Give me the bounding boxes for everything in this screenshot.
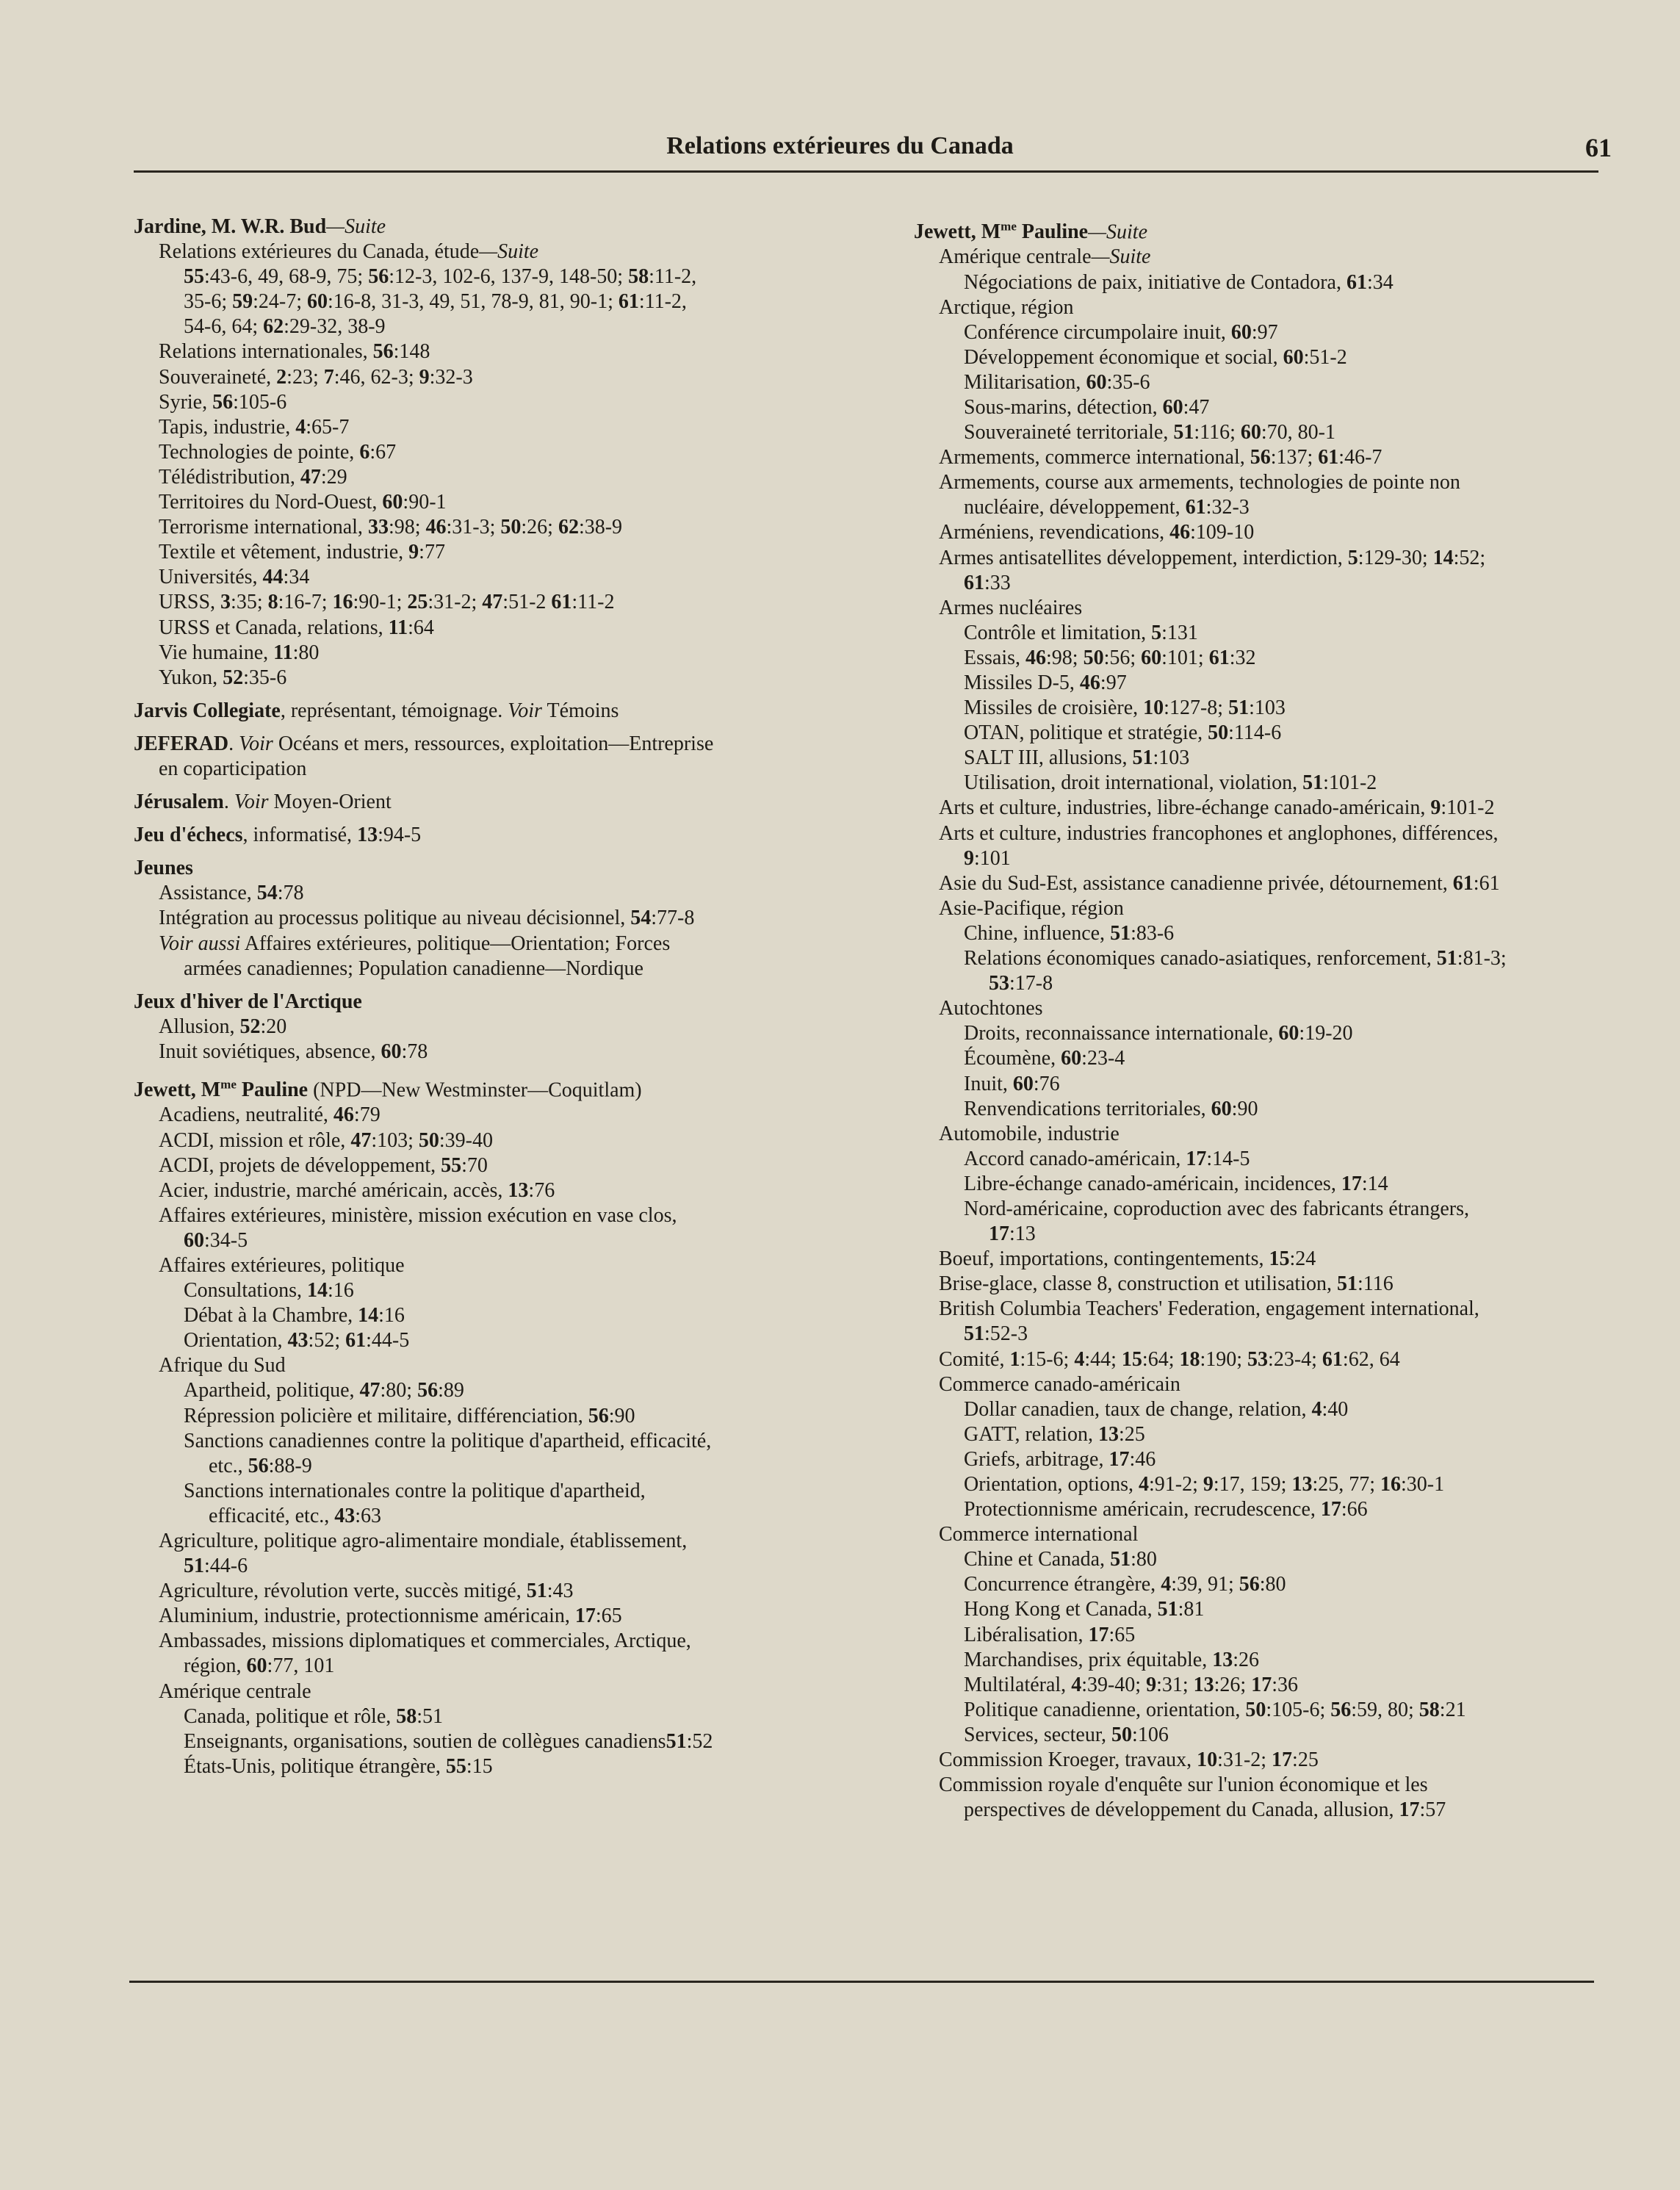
- index-subentry: Afrique du Sud: [159, 1354, 286, 1377]
- volume-number: 50: [418, 1128, 439, 1152]
- volume-number: 62: [263, 315, 284, 339]
- index-subentry: Répression policière et militaire, différenciation, 56:90: [184, 1404, 635, 1427]
- footer-rule: [129, 1981, 1594, 1983]
- index-subentry: 54-6, 64; 62:29-32, 38-9: [184, 315, 386, 339]
- volume-number: 10: [1143, 696, 1164, 720]
- volume-number: 62: [558, 516, 579, 539]
- volume-number: 10: [1197, 1748, 1218, 1772]
- volume-number: 4: [1311, 1397, 1322, 1421]
- index-subentry: Concurrence étrangère, 4:39, 91; 56:80: [964, 1573, 1286, 1596]
- index-heading: [134, 990, 868, 1015]
- index-subentry: Vie humaine, 11:80: [159, 641, 320, 664]
- index-subentry: en coparticipation: [159, 757, 307, 780]
- volume-number: 58: [628, 265, 649, 289]
- index-subentry: Arts et culture, industries, libre-échange canado-américain, 9:101-2: [939, 796, 1495, 820]
- index-subentry: Missiles D-5, 46:97: [964, 671, 1127, 695]
- index-subentry: Apartheid, politique, 47:80; 56:89: [184, 1379, 464, 1402]
- volume-number: 44: [262, 566, 284, 589]
- index-subentry: Brise-glace, classe 8, construction et utilisation, 51:116: [939, 1272, 1394, 1296]
- index-subentry: Territoires du Nord-Ouest, 60:90-1: [159, 491, 447, 514]
- heading-name: JEFERAD: [134, 732, 229, 755]
- volume-number: 56: [372, 340, 394, 364]
- index-subentry: Universités, 44:34: [159, 566, 310, 589]
- index-subentry: Chine, influence, 51:83-6: [964, 921, 1175, 945]
- index-subentry: Souveraineté, 2:23; 7:46, 62-3; 9:32-3: [159, 365, 473, 389]
- index-subentry: Développement économique et social, 60:51-2: [964, 345, 1347, 369]
- volume-number: 43: [334, 1504, 356, 1527]
- volume-number: 7: [323, 365, 334, 389]
- entry-gap: [134, 1065, 868, 1073]
- entry-gap: [134, 815, 868, 823]
- volume-number: 55: [445, 1754, 466, 1778]
- volume-number: 13: [357, 824, 378, 847]
- volume-number: 52: [223, 666, 244, 689]
- volume-number: 56: [1330, 1698, 1352, 1721]
- volume-number: 9: [1146, 1673, 1157, 1696]
- index-subentry: Technologies de pointe, 6:67: [159, 440, 397, 464]
- index-subentry: 60:34-5: [184, 1228, 248, 1252]
- index-subentry: Ambassades, missions diplomatiques et commerciales, Arctique,: [159, 1629, 691, 1653]
- volume-number: 54: [630, 907, 652, 930]
- index-subentry: Commission Kroeger, travaux, 10:31-2; 17:25: [939, 1748, 1319, 1772]
- volume-number: 17: [1251, 1673, 1272, 1696]
- index-subentry: Chine et Canada, 51:80: [964, 1548, 1157, 1571]
- volume-number: 51: [1302, 771, 1324, 795]
- volume-number: 15: [1121, 1347, 1142, 1371]
- volume-number: 4: [1071, 1673, 1082, 1696]
- index-subentry: Comité, 1:15-6; 4:44; 15:64; 18:190; 53:23-4; 61:62, 64: [939, 1347, 1400, 1371]
- index-subentry: Enseignants, organisations, soutien de collègues canadiens51:52: [184, 1729, 713, 1753]
- volume-number: 60: [1086, 370, 1107, 394]
- volume-number: 60: [246, 1654, 267, 1678]
- index-subentry: Armes nucléaires: [939, 596, 1083, 619]
- index-subentry: Écoumène, 60:23-4: [964, 1047, 1125, 1070]
- index-subentry: 55:43-6, 49, 68-9, 75; 56:12-3, 102-6, 137-9, 148-50; 58:11-2,: [184, 265, 697, 289]
- volume-number: 4: [1161, 1573, 1172, 1596]
- page-number: 61: [1585, 133, 1612, 162]
- index-subentry: Renvendications territoriales, 60:90: [964, 1097, 1258, 1120]
- index-heading: [134, 215, 868, 239]
- volume-number: 13: [1291, 1473, 1313, 1496]
- volume-number: 61: [1208, 646, 1230, 669]
- index-subentry: Débat à la Chambre, 14:16: [184, 1304, 405, 1328]
- volume-number: 5: [1151, 621, 1162, 644]
- entry-gap: [134, 782, 868, 790]
- index-subentry: Assistance, 54:78: [159, 882, 304, 905]
- volume-number: 60: [1278, 1022, 1299, 1045]
- index-subentry: Acier, industrie, marché américain, accès, 13:76: [159, 1178, 555, 1202]
- volume-number: 50: [1245, 1698, 1266, 1721]
- volume-number: 14: [358, 1304, 379, 1328]
- volume-number: 58: [396, 1704, 417, 1728]
- index-heading: JEFERAD. Voir Océans et mers, ressources, exploitation—Entreprise: [134, 732, 714, 755]
- volume-number: 61: [1346, 270, 1367, 294]
- index-subentry: Boeuf, importations, contingentements, 15:24: [939, 1247, 1316, 1271]
- index-subentry: Contrôle et limitation, 5:131: [964, 621, 1198, 644]
- index-subentry: Commission royale d'enquête sur l'union économique et les: [939, 1773, 1428, 1797]
- index-subentry: URSS, 3:35; 8:16-7; 16:90-1; 25:31-2; 47:51-2 61:11-2: [159, 591, 615, 614]
- volume-number: 51: [1110, 921, 1131, 945]
- index-subentry: Souveraineté territoriale, 51:116; 60:70, 80-1: [964, 421, 1335, 444]
- volume-number: 55: [441, 1153, 462, 1177]
- volume-number: 60: [1141, 646, 1162, 669]
- index-heading: Jeu d'échecs, informatisé, 13:94-5: [134, 824, 422, 847]
- volume-number: 53: [1247, 1347, 1269, 1371]
- index-subentry: Arméniens, revendications, 46:109-10: [939, 521, 1255, 544]
- volume-number: 51: [526, 1580, 547, 1603]
- index-subentry: Commerce canado-américain: [939, 1372, 1180, 1396]
- volume-number: 51: [184, 1555, 204, 1578]
- index-subentry: etc., 56:88-9: [209, 1454, 312, 1477]
- volume-number: 61: [1322, 1347, 1343, 1371]
- volume-number: 51: [1132, 746, 1153, 770]
- volume-number: 55: [184, 265, 204, 289]
- suite-marker: —Suite: [1091, 245, 1151, 269]
- volume-number: 46: [1169, 521, 1191, 544]
- volume-number: 51: [964, 1322, 984, 1346]
- volume-number: 17: [1088, 1623, 1109, 1646]
- volume-number: 13: [1212, 1648, 1233, 1671]
- volume-number: 9: [408, 541, 419, 564]
- volume-number: 1: [1009, 1347, 1020, 1371]
- volume-number: 60: [1061, 1047, 1082, 1070]
- volume-number: 6: [359, 440, 370, 464]
- volume-number: 43: [287, 1329, 309, 1352]
- volume-number: 50: [1208, 721, 1229, 745]
- index-subentry: Syrie, 56:105-6: [159, 390, 287, 414]
- volume-number: 13: [508, 1178, 529, 1202]
- index-subentry: Voir aussi Affaires extérieures, politique—Orientation; Forces: [159, 932, 671, 955]
- index-subentry: région, 60:77, 101: [184, 1654, 335, 1678]
- index-subentry: Asie-Pacifique, région: [939, 896, 1124, 920]
- volume-number: 61: [618, 290, 639, 314]
- index-subentry: Canada, politique et rôle, 58:51: [184, 1704, 444, 1728]
- index-heading: Jewett, $M^{me}$ Pauline (NPD—New Westminster—Coquitlam): [134, 1078, 642, 1102]
- index-subentry: Yukon, 52:35-6: [159, 666, 287, 689]
- index-subentry: Armements, commerce international, 56:137; 61:46-7: [939, 446, 1382, 469]
- heading-name: Jewett, $M^{me}$ Pauline: [914, 220, 1089, 244]
- volume-number: 50: [1111, 1723, 1133, 1746]
- volume-number: 16: [332, 591, 353, 614]
- volume-number: 17: [1272, 1748, 1293, 1772]
- index-subentry: Inuit, 60:76: [964, 1072, 1060, 1095]
- volume-number: 47: [359, 1379, 381, 1402]
- volume-number: 17: [574, 1604, 596, 1628]
- index-subentry: Hong Kong et Canada, 51:81: [964, 1598, 1205, 1621]
- volume-number: 51: [1110, 1548, 1131, 1571]
- volume-number: 56: [368, 265, 389, 289]
- index-subentry: Marchandises, prix équitable, 13:26: [964, 1648, 1260, 1671]
- volume-number: 56: [1239, 1573, 1260, 1596]
- index-subentry: Consultations, 14:16: [184, 1279, 354, 1303]
- index-subentry: Amérique centrale—Suite: [939, 245, 1151, 269]
- index-subentry: Conférence circumpolaire inuit, 60:97: [964, 320, 1278, 344]
- index-subentry: 51:44-6: [184, 1555, 248, 1578]
- volume-number: 17: [1108, 1447, 1130, 1471]
- volume-number: 61: [1318, 446, 1339, 469]
- index-subentry: Affaires extérieures, politique: [159, 1253, 405, 1277]
- suite-marker: —Suite: [1088, 220, 1147, 244]
- index-subentry: Libéralisation, 17:65: [964, 1623, 1136, 1646]
- volume-number: 4: [1138, 1473, 1149, 1496]
- volume-number: 17: [1320, 1498, 1341, 1521]
- index-subentry: Négociations de paix, initiative de Contadora, 61:34: [964, 270, 1394, 294]
- index-heading: Jarvis Collegiate, représentant, témoignage. Voir Témoins: [134, 699, 619, 722]
- index-column-right: [914, 215, 1619, 1823]
- index-subentry: Armements, course aux armements, technologies de pointe non: [939, 471, 1460, 494]
- index-subentry: nucléaire, développement, 61:32-3: [964, 496, 1250, 519]
- entry-gap: [134, 848, 868, 856]
- index-subentry: Automobile, industrie: [939, 1122, 1120, 1145]
- header-rule: [134, 170, 1598, 173]
- entry-gap: [134, 691, 868, 699]
- entry-gap: [134, 981, 868, 990]
- volume-number: 9: [419, 365, 430, 389]
- volume-number: 60: [307, 290, 328, 314]
- index-subentry: Griefs, arbitrage, 17:46: [964, 1447, 1156, 1471]
- volume-number: 3: [220, 591, 231, 614]
- index-subentry: perspectives de développement du Canada, allusion, 17:57: [964, 1798, 1446, 1822]
- index-subentry: efficacité, etc., 43:63: [209, 1504, 382, 1527]
- volume-number: 25: [407, 591, 428, 614]
- volume-number: 47: [482, 591, 503, 614]
- volume-number: 56: [248, 1454, 269, 1477]
- index-subentry: Allusion, 52:20: [159, 1015, 287, 1038]
- index-subentry: Accord canado-américain, 17:14-5: [964, 1147, 1250, 1170]
- index-subentry: Armes antisatellites développement, interdiction, 5:129-30; 14:52;: [939, 546, 1486, 569]
- index-subentry: Arts et culture, industries francophones et anglophones, différences,: [939, 821, 1499, 845]
- index-subentry: Agriculture, politique agro-alimentaire mondiale, établissement,: [159, 1530, 688, 1553]
- index-subentry: Sanctions internationales contre la politique d'apartheid,: [184, 1479, 646, 1502]
- index-column-left: [134, 215, 868, 1779]
- index-subentry: 51:52-3: [964, 1322, 1028, 1346]
- volume-number: 56: [588, 1404, 609, 1427]
- volume-number: 11: [388, 616, 408, 639]
- index-subentry: Politique canadienne, orientation, 50:105-6; 56:59, 80; 58:21: [964, 1698, 1466, 1721]
- heading-name: Jeu d'échecs: [134, 824, 243, 847]
- index-subentry: 53:17-8: [989, 972, 1053, 995]
- volume-number: 52: [239, 1015, 261, 1038]
- index-subentry: 9:101: [964, 846, 1011, 870]
- index-subentry: Droits, reconnaissance internationale, 60:19-20: [964, 1022, 1353, 1045]
- index-subentry: Aluminium, industrie, protectionnisme américain, 17:65: [159, 1604, 622, 1628]
- running-head-title: Relations extérieures du Canada: [666, 132, 1014, 159]
- index-subentry: ACDI, projets de développement, 55:70: [159, 1153, 488, 1177]
- see-reference: Voir: [234, 790, 269, 814]
- volume-number: 51: [1228, 696, 1250, 720]
- volume-number: 47: [350, 1128, 372, 1152]
- volume-number: 14: [1432, 546, 1454, 569]
- volume-number: 50: [500, 516, 522, 539]
- volume-number: 60: [184, 1228, 204, 1252]
- index-subentry: Nord-américaine, coproduction avec des fabricants étrangers,: [964, 1197, 1470, 1220]
- volume-number: 17: [989, 1222, 1009, 1246]
- volume-number: 56: [1250, 446, 1271, 469]
- volume-number: 18: [1179, 1347, 1200, 1371]
- volume-number: 51: [666, 1729, 687, 1753]
- volume-number: 53: [989, 972, 1009, 995]
- volume-number: 46: [1079, 671, 1100, 695]
- index-subentry: Sanctions canadiennes contre la politique d'apartheid, efficacité,: [184, 1429, 712, 1452]
- volume-number: 60: [1162, 395, 1183, 419]
- volume-number: 61: [1452, 871, 1474, 895]
- index-heading: Jérusalem. Voir Moyen-Orient: [134, 790, 392, 814]
- volume-number: 56: [212, 390, 234, 414]
- index-subentry: Relations économiques canado-asiatiques, renforcement, 51:81-3;: [964, 947, 1507, 970]
- volume-number: 9: [964, 846, 974, 870]
- index-subentry: OTAN, politique et stratégie, 50:114-6: [964, 721, 1282, 745]
- index-subentry: SALT III, allusions, 51:103: [964, 746, 1190, 770]
- volume-number: 51: [1336, 1272, 1358, 1296]
- index-subentry: Protectionnisme américain, recrudescence, 17:66: [964, 1498, 1368, 1521]
- volume-number: 60: [1211, 1097, 1232, 1120]
- index-subentry: Multilatéral, 4:39-40; 9:31; 13:26; 17:36: [964, 1673, 1298, 1696]
- volume-number: 61: [1185, 496, 1206, 519]
- volume-number: 16: [1380, 1473, 1401, 1496]
- volume-number: 61: [551, 591, 572, 614]
- volume-number: 60: [381, 1040, 402, 1063]
- volume-number: 46: [333, 1103, 354, 1127]
- index-subentry: 61:33: [964, 571, 1011, 594]
- volume-number: 59: [232, 290, 253, 314]
- heading-name: Jeux d'hiver de l'Arctique: [134, 990, 362, 1013]
- index-subentry: Utilisation, droit international, violation, 51:101-2: [964, 771, 1377, 795]
- volume-number: 13: [1193, 1673, 1214, 1696]
- volume-number: 33: [367, 516, 389, 539]
- volume-number: 17: [1186, 1147, 1207, 1170]
- index-subentry: Inuit soviétiques, absence, 60:78: [159, 1040, 428, 1063]
- volume-number: 61: [964, 571, 984, 594]
- index-subentry: Sous-marins, détection, 60:47: [964, 395, 1210, 419]
- index-subentry: Militarisation, 60:35-6: [964, 370, 1150, 394]
- see-reference: Voir aussi: [159, 932, 241, 955]
- volume-number: 60: [1240, 421, 1261, 444]
- heading-name: Jérusalem: [134, 790, 224, 814]
- volume-number: 50: [1083, 646, 1104, 669]
- volume-number: 58: [1418, 1698, 1440, 1721]
- index-heading: [914, 215, 1619, 245]
- index-subentry: Arctique, région: [939, 295, 1074, 319]
- volume-number: 5: [1347, 546, 1358, 569]
- volume-number: 46: [425, 516, 447, 539]
- entry-gap: [134, 724, 868, 732]
- suite-marker: —Suite: [479, 240, 539, 264]
- volume-number: 60: [1230, 320, 1252, 344]
- volume-number: 11: [273, 641, 293, 664]
- index-heading: [134, 856, 868, 881]
- index-subentry: 17:13: [989, 1222, 1036, 1246]
- volume-number: 13: [1097, 1422, 1119, 1446]
- index-subentry: États-Unis, politique étrangère, 55:15: [184, 1754, 493, 1778]
- volume-number: 4: [1074, 1347, 1085, 1371]
- index-subentry: Autochtones: [939, 997, 1043, 1020]
- index-subentry: armées canadiennes; Population canadienne—Nordique: [184, 957, 643, 980]
- volume-number: 60: [1283, 345, 1304, 369]
- index-subentry: Orientation, options, 4:91-2; 9:17, 159; 13:25, 77; 16:30-1: [964, 1473, 1445, 1496]
- heading-name: Jarvis Collegiate: [134, 699, 281, 722]
- volume-number: 60: [1012, 1072, 1034, 1095]
- see-reference: Voir: [239, 732, 273, 755]
- index-subentry: Commerce international: [939, 1523, 1139, 1546]
- index-subentry: Télédistribution, 47:29: [159, 465, 347, 489]
- index-subentry: Libre-échange canado-américain, incidences, 17:14: [964, 1172, 1388, 1195]
- index-subentry: Agriculture, révolution verte, succès mitigé, 51:43: [159, 1580, 574, 1603]
- volume-number: 4: [295, 415, 306, 439]
- see-reference: Voir: [508, 699, 542, 722]
- index-subentry: Missiles de croisière, 10:127-8; 51:103: [964, 696, 1286, 720]
- index-subentry: Orientation, 43:52; 61:44-5: [184, 1329, 410, 1352]
- index-subentry: Terrorisme international, 33:98; 46:31-3; 50:26; 62:38-9: [159, 516, 623, 539]
- volume-number: 47: [300, 465, 321, 489]
- volume-number: 60: [382, 491, 403, 514]
- index-subentry: Relations internationales, 56:148: [159, 340, 430, 364]
- volume-number: 46: [1025, 646, 1046, 669]
- index-subentry: British Columbia Teachers' Federation, engagement international,: [939, 1297, 1479, 1321]
- heading-name: Jardine, M. W.R. Bud: [134, 215, 327, 238]
- volume-number: 8: [267, 591, 278, 614]
- volume-number: 17: [1399, 1798, 1420, 1822]
- index-subentry: ACDI, mission et rôle, 47:103; 50:39-40: [159, 1128, 493, 1152]
- index-subentry: Tapis, industrie, 4:65-7: [159, 415, 350, 439]
- volume-number: 61: [345, 1329, 367, 1352]
- index-subentry: Services, secteur, 50:106: [964, 1723, 1169, 1746]
- index-subentry: Asie du Sud-Est, assistance canadienne privée, détournement, 61:61: [939, 871, 1500, 895]
- index-subentry: 35-6; 59:24-7; 60:16-8, 31-3, 49, 51, 78-9, 81, 90-1; 61:11-2,: [184, 290, 687, 314]
- volume-number: 51: [1173, 421, 1194, 444]
- volume-number: 9: [1430, 796, 1441, 820]
- volume-number: 9: [1203, 1473, 1214, 1496]
- volume-number: 15: [1269, 1247, 1290, 1271]
- index-subentry: Acadiens, neutralité, 46:79: [159, 1103, 381, 1127]
- heading-name: Jewett, $M^{me}$ Pauline: [134, 1078, 309, 1102]
- heading-name: Jeunes: [134, 857, 193, 880]
- volume-number: 56: [417, 1379, 439, 1402]
- index-subentry: Affaires extérieures, ministère, mission exécution en vase clos,: [159, 1203, 677, 1227]
- index-subentry: Dollar canadien, taux de change, relation, 4:40: [964, 1397, 1349, 1421]
- index-subentry: GATT, relation, 13:25: [964, 1422, 1145, 1446]
- index-subentry: Relations extérieures du Canada, étude—Suite: [159, 240, 539, 264]
- volume-number: 14: [307, 1279, 328, 1303]
- volume-number: 2: [276, 365, 287, 389]
- volume-number: 51: [1436, 947, 1457, 970]
- index-subentry: URSS et Canada, relations, 11:64: [159, 616, 434, 639]
- index-subentry: Essais, 46:98; 50:56; 60:101; 61:32: [964, 646, 1256, 669]
- suite-marker: —Suite: [326, 215, 386, 238]
- volume-number: 54: [256, 882, 278, 905]
- index-subentry: Textile et vêtement, industrie, 9:77: [159, 541, 445, 564]
- index-subentry: Intégration au processus politique au niveau décisionnel, 54:77-8: [159, 907, 695, 930]
- volume-number: 51: [1157, 1598, 1178, 1621]
- index-subentry: Amérique centrale: [159, 1679, 311, 1703]
- volume-number: 17: [1341, 1172, 1362, 1195]
